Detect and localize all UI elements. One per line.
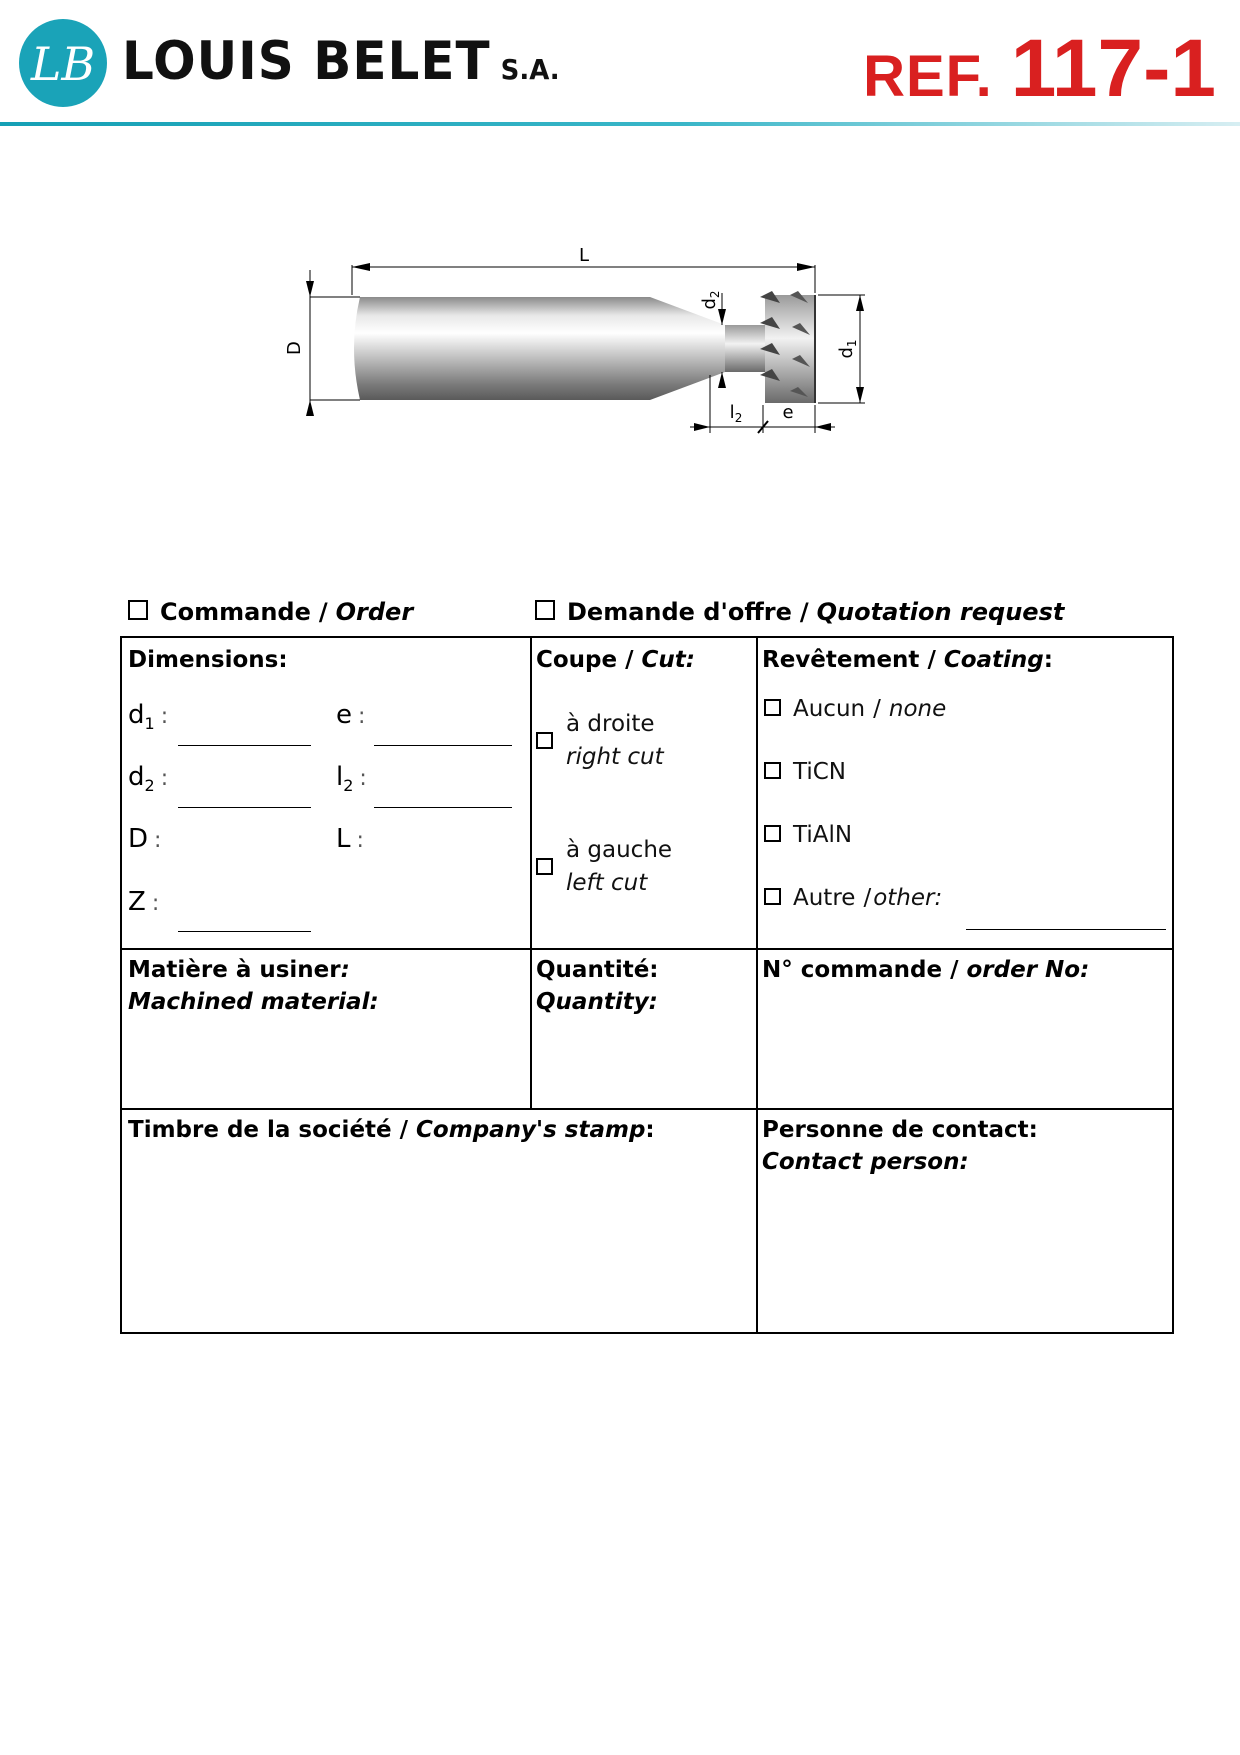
dim-l2-field[interactable] bbox=[374, 807, 512, 808]
dim-d1-label: $d_1$ : bbox=[128, 700, 169, 734]
tool-drawing bbox=[284, 245, 990, 500]
cut-left-checkbox[interactable] bbox=[536, 858, 553, 875]
dim-Z-label: Z : bbox=[128, 887, 160, 917]
brand-suffix: S.A. bbox=[500, 54, 560, 87]
ref-number: 117-1 bbox=[1010, 23, 1216, 114]
divider bbox=[530, 638, 532, 1110]
dim-D-label: D : bbox=[128, 824, 162, 854]
coating-other-checkbox[interactable] bbox=[764, 888, 781, 905]
dim-d2-label: $d_2$ : bbox=[128, 762, 169, 796]
coating-other-field[interactable] bbox=[966, 929, 1166, 930]
coating-tialn-checkbox[interactable] bbox=[764, 825, 781, 842]
cut-title: Coupe / Cut: bbox=[536, 647, 695, 673]
dim-d1-field[interactable] bbox=[178, 745, 311, 746]
coating-tialn-option[interactable]: TiAlN bbox=[764, 822, 852, 848]
quantity-title: Quantité: Quantity: bbox=[536, 957, 659, 1015]
quotation-option[interactable]: Demande d'offre / Quotation request bbox=[535, 598, 1064, 626]
coating-none-checkbox[interactable] bbox=[764, 699, 781, 716]
label-l2: $l_2$ bbox=[729, 402, 743, 425]
contact-person-title: Personne de contact: Contact person: bbox=[762, 1117, 1038, 1175]
coating-title: Revêtement / Coating: bbox=[762, 647, 1053, 673]
dim-L-label: L : bbox=[336, 824, 364, 854]
label-L: L bbox=[578, 245, 590, 266]
header-rule bbox=[0, 122, 1240, 126]
reference-number bbox=[863, 22, 1216, 116]
order-option[interactable]: Commande / Order bbox=[128, 598, 413, 626]
cut-right-checkbox[interactable] bbox=[536, 732, 553, 749]
order-checkbox[interactable] bbox=[128, 600, 148, 620]
cut-left-label: à gauche left cut bbox=[566, 837, 673, 896]
dim-d2-field[interactable] bbox=[178, 807, 311, 808]
cut-right-label: à droite right cut bbox=[566, 711, 664, 770]
coating-ticn-checkbox[interactable] bbox=[764, 762, 781, 779]
material-title: Matière à usiner: Machined material: bbox=[128, 957, 379, 1015]
divider bbox=[122, 1108, 1172, 1110]
logo-initials: LB bbox=[30, 37, 96, 91]
dimensions-title: Dimensions: bbox=[128, 647, 288, 673]
page-header bbox=[0, 0, 1240, 128]
coating-ticn-option[interactable]: TiCN bbox=[764, 759, 846, 785]
order-number-title: N° commande / order No: bbox=[762, 957, 1090, 983]
company-logo bbox=[18, 18, 108, 108]
dim-e-label: e : bbox=[336, 700, 366, 730]
divider bbox=[122, 948, 1172, 950]
tool-shank bbox=[354, 297, 725, 400]
dim-Z-field[interactable] bbox=[178, 931, 311, 932]
coating-none-option[interactable]: Aucun / none bbox=[764, 696, 946, 722]
order-form-table bbox=[120, 636, 1174, 1334]
label-D: D bbox=[284, 341, 305, 355]
dim-l2-label: $l_2$ : bbox=[336, 762, 367, 796]
label-d2: $d_2$ bbox=[699, 290, 722, 310]
tool-cutter-head bbox=[760, 291, 815, 403]
ref-label: REF. bbox=[863, 44, 993, 109]
coating-other-option[interactable]: Autre /other: bbox=[764, 885, 942, 911]
brand-name: LOUIS BELET S.A. bbox=[122, 30, 560, 92]
label-d1: $d_1$ bbox=[836, 339, 859, 359]
company-stamp-title: Timbre de la société / Company's stamp: bbox=[128, 1117, 655, 1143]
quotation-checkbox[interactable] bbox=[535, 600, 555, 620]
label-e: e bbox=[782, 402, 794, 423]
dim-e-field[interactable] bbox=[374, 745, 512, 746]
divider bbox=[756, 638, 758, 1332]
